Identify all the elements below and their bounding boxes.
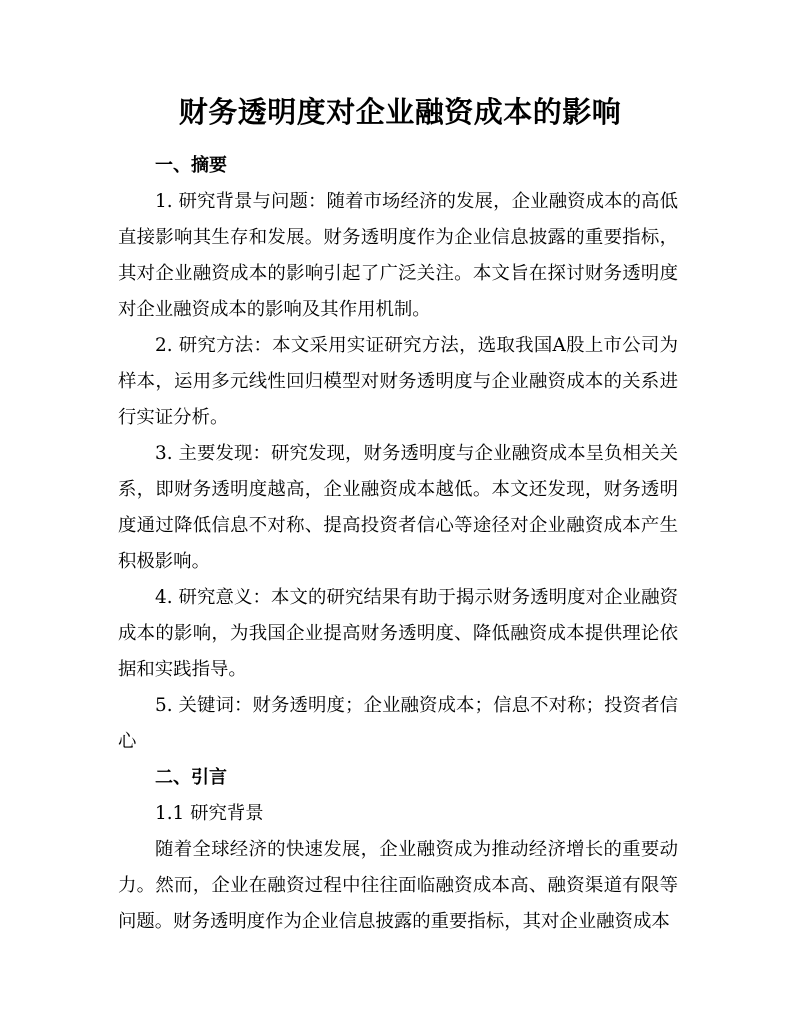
document-title: 财务透明度对企业融资成本的影响: [178, 95, 622, 129]
introduction-paragraph: 随着全球经济的快速发展，企业融资成为推动经济增长的重要动力。然而，企业在融资过程中往往面临融资成本高、融资渠道有限等问题。财务透明度作为企业信息披露的重要指标，其对企业融资成本: [118, 839, 678, 932]
abstract-paragraph-findings: 3. 主要发现：研究发现，财务透明度与企业融资成本呈负相关关系，即财务透明度越高，企业融资成本越低。本文还发现，财务透明度通过降低信息不对称、提高投资者信心等途径对企业融资成本产生积极影响。: [118, 443, 678, 572]
abstract-paragraph-significance: 4. 研究意义：本文的研究结果有助于揭示财务透明度对企业融资成本的影响，为我国企业提高财务透明度、降低融资成本提供理论依据和实践指导。: [118, 587, 678, 680]
abstract-paragraph-background: 1. 研究背景与问题：随着市场经济的发展，企业融资成本的高低直接影响其生存和发展。财务透明度作为企业信息披露的重要指标，其对企业融资成本的影响引起了广泛关注。本文旨在探讨财务透明度对企业融资成本的影响及其作用机制。: [118, 191, 678, 320]
document-body: [118, 148, 678, 940]
subsection-heading-background: 1.1 研究背景: [155, 803, 264, 824]
abstract-paragraph-method: 2. 研究方法：本文采用实证研究方法，选取我国A股上市公司为样本，运用多元线性回归模型对财务透明度与企业融资成本的关系进行实证分析。: [118, 335, 678, 428]
abstract-paragraph-keywords: 5. 关键词：财务透明度；企业融资成本；信息不对称；投资者信心: [118, 695, 678, 752]
section-heading-introduction: 二、引言: [155, 767, 227, 788]
section-heading-abstract: 一、摘要: [155, 155, 227, 176]
